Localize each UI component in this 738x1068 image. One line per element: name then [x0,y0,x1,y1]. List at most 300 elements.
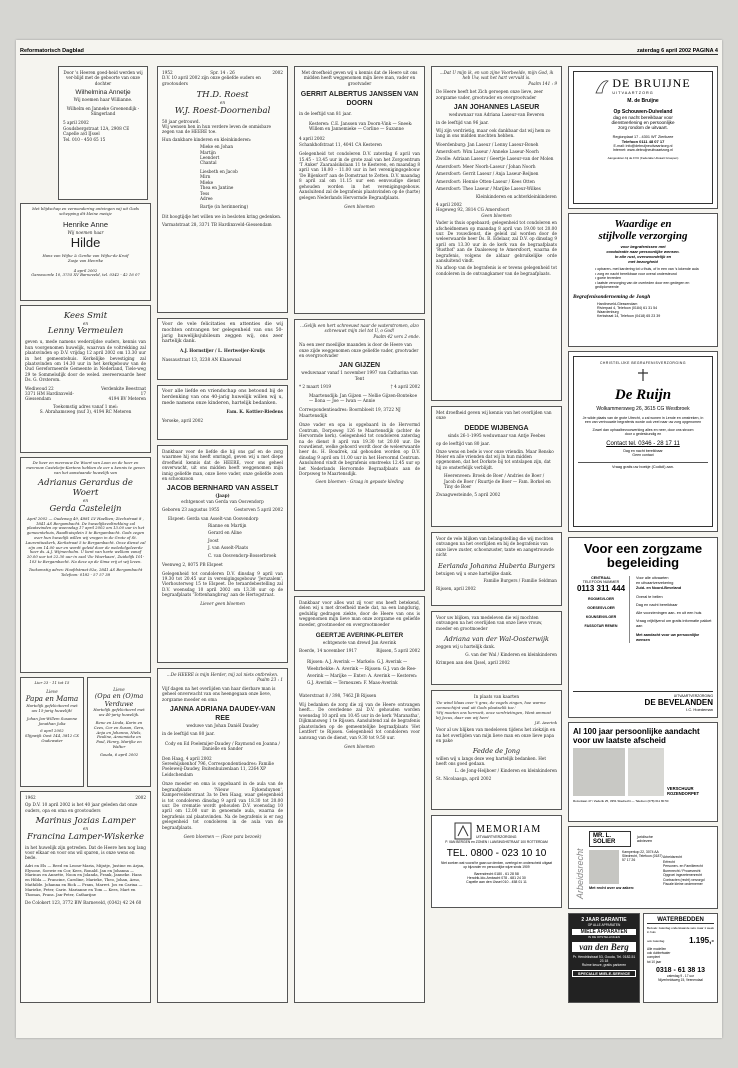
page-header [20,44,718,55]
address-right: Verdenkite Beestraat 17 [101,385,146,397]
footer-note: Geen bloemen [344,203,375,209]
headline-2: voor uw laatste afscheid [573,736,666,745]
body-text: Dankbaar voor de liefde die hij ons gaf en de zorg waarmee hij ons heeft omringd, geven wij u met diepe droefheid kennis dat de HEERE, voor ons geheel onverwacht, uit ons midden heeft weggenomen mijn innig geliefde man, onze lieve vader, onze geliefde zoon en schoonzoon [162,449,283,482]
arrangements: Gelegenheid tot condoleren D.V. dinsdag 9 april van 19.30 tot 20.45 uur in verenigingsgebouw 'Jeruzalem', Vierhouterweg 15 te Elspeet. De teraardebestelling zal D.V. woensdag 10 april 2002 om 13.30 uur op de begraafplaats 'Tottenhangbrug' aan de Hertogstraat. [162,570,283,598]
date: Gouda, 6 april 2002 [99,751,139,757]
child-name: Wilhelmina Annetje [75,89,131,97]
brand-name: DE BRUIJNE [612,76,691,90]
service-item: Alle voorzieningen aan- en uit een huis [636,611,702,616]
brand-sub: UITVAARTVERZORGING [476,834,517,839]
note: Ruime keuze, gratis parkeren [581,963,627,967]
tagline: dag en nacht bereikbaar voor [613,115,673,120]
address: Gansvoorde 10, 3755 XV Barneveld, tel. 0342 - 42 16 07 [31,272,140,278]
availability: Dag en nacht bereikbaar [623,449,663,453]
phone-label: CENTRAAL [591,576,611,580]
telephone: 0318 - 61 38 13 [655,966,706,974]
address: Correspondentieadres: Boornbloeit 19, 3722 NJ Maartensdijk [299,407,401,418]
brand-sub: IN DE OPSTELLINGEN [588,935,620,939]
body-text: Voor uw blijken, van medeleven die wij mochten ontvangen na het overlijden van onze lieve vrouw, moeder en grootmoeder [436,615,543,631]
and: en [219,100,226,106]
wedding-announcement-de-woert [20,457,151,673]
recipient-surname: Verduwe [104,700,134,709]
cross-icon [636,368,650,382]
obituary-gijzen [294,319,425,591]
telephone: Telefoon 0111 48 07 17 [621,139,665,144]
and: en [82,498,89,504]
address: Kamperkop 22, 3074 AA Sliedrecht, Telefoon (0187) 57 17 26 [622,850,663,862]
service-item: Dag en nacht bereikbaar [636,602,678,607]
body-text: Na een zeer moeilijke maanden is door de Heere van onze zijde weggenomen onze geliefde vader, grootvader en overgrootvader [299,342,419,359]
deceased-name: DEDDE WIJBENGA [464,424,529,432]
address: Waterstraat 8 / 398, 7462 JB Rijssen [299,692,377,698]
address: P. VAN BERGEN en ZONEN / LANSINGHSTRAAT 100 ROTTERDAM [445,840,548,844]
family-member: Joost [208,537,219,543]
location: Waardenburg [597,309,619,314]
wife-name: W.J. Roest-Doornenbal [174,105,271,116]
obituary-daudey [157,668,288,1003]
service-item: en uitvaartverzekering [636,581,674,586]
family: Maartensdijk: Jan Gijzen — Nellie Gijzen-Bontekoe — Ilona — Joe — Iwan — Annie [309,392,418,404]
recipient: Papa en Mama [25,695,79,704]
bible-ref: Psalm 23 : 1 [256,677,283,683]
arrangements: Wij bedanken de zorg die zij van de Heere ontvangen heeft... De overledene zal D.V. gehouden worden woensdag 10 april om 10.45 uur in de kerk 'Maranatha', Dijkmansweg 1 te Rijssen. Aansluitend zal de begrafenis plaatsvinden op de gemeentelijke begraafplaats 'Het Lentfert' te Rijssen. Gelegenheid tot condoleren voor aanvang van de dienst, van 9.30 tot 9.50 uur. [299,702,420,740]
family-member: Zwolle: Adriaan Laseur / Geertje Laseur-van der Molen [436,156,554,162]
service-item: Zuid- en Noord-Beveland [636,586,682,591]
brand-name: MEMORIAM [476,823,542,835]
service-item: Met aandacht voor uw persoonlijke wensen [636,632,700,642]
brand-name: MR. L. SOLIER [589,831,631,847]
practice-area: Burenrecht / Procesrecht [663,868,701,873]
obituary-averink [294,596,425,1003]
address: Kerkstraat 14, Telefoon (0418) 65 23 39 [597,313,661,318]
sibling: Zusje van Henrike [67,257,104,263]
price: 1.195,- [689,936,714,945]
bullet-item: • opbaren- met kardering tot u thuis, of in een van 's lokende aula [595,267,699,271]
child-item: Mirn [200,174,211,180]
feature: ook dubbelwater [647,951,671,956]
date: 6 april 2002 [40,728,64,734]
body-line: Bezoek: zaterdag onderstaande sets maar 1 week in huis [647,926,714,934]
ad-de-bruijne [568,66,718,209]
deceased-name: JAN JOHANNES LASEUR [453,104,540,112]
bullet-text: opbaren- met kardering tot u thuis, of in een van 's lokende aula [597,267,699,271]
website: Internet: www.debruijneuitvaartzorg.nl [612,148,674,152]
body-text: Voor al uw blijken van medeleven tijdens het ziekzijn en na het overlijden van mijn lieve man en onze lieve papa en pake [436,727,556,744]
wedding-announcement-smit [20,305,151,453]
brand-name: De Ruijn [614,387,672,403]
place-date: Krimpen aan den IJssel, april 2002 [436,660,510,666]
body-text: Voor de vele blijken van belangstelling die wij mochten ontvangen na het overlijden en bij de begrafenis van onze lieve zuster, schoonzuster, tante en aangetrouwde nicht [436,536,554,558]
family: Rijssen: A.J. Averink — Markelo: G.J. Averink — Weehrbekke: A. Averink — Rijssen: G.J. van de Ree-Averink — Marijke — Enter: A. Averink — Kesteren: G.J. Averink — Terneuzen: F. Maas-Averink [307,658,418,686]
bullet-text: goeie tevreden [597,276,622,281]
phone-label-2: TELEFOON NUMMER [582,580,620,584]
page-date: zaterdag 6 april 2002 PAGINA 4 [636,48,718,54]
wish-text: in het huwelijk zijn getreden. Dat de Heere hen nog lang voor elkaar en voor ons wil sparen, is onze wens en bede. [25,844,146,861]
died: † 4 april 2002 [390,384,420,390]
label: Lieve [46,688,58,694]
ad-solier [568,826,718,909]
guarantee: 2 JAAR GARANTIE [581,917,627,923]
membership: Aangesloten bij de FVU (Federatie Uitvaart Groepen) [607,156,679,160]
family-member: C. van Oosvendorp-Bosserbroek [208,552,277,558]
practice-area: Fiscale kleine ondernemer [663,882,703,886]
bible-quote: ...Dat U mijn ik, en van zijne Voorbeelde, mijn God, ik heb Uw, wat het hart vervuld is. [439,70,554,81]
children: Adri en Els — Reed en Leone-Maria, Mijntje, Justine en Arjan, Elysone, Soewie en Cor, Kees, Ronald. Jan en Johanna — Marinus en Annette, Noon en Jolanda, Frank, Janneke. Hans en Hilda — Francine, Caroline, Marieke, Theo, Johan, Arno, Mathilde. Johanna en Rick — Frans, Marret. Jos en Carina — Marieke, Peter, Carie. Marianne en Tom — Kees, Mart en Thomas, Frans. Jan-Peter, Catharijne [25,862,145,897]
age: op de leeftijd van 80 jaar. [436,441,490,447]
subline: condoleatie naar persoonlijke wensen. [606,249,680,254]
practice-area: Contracten (recht) verzorgd [663,877,705,882]
headline: Waardige en [614,218,672,230]
parents: Hans van Wijhe & Gerdie van Wijhe-de Kruif [42,253,129,258]
intro-text: De heer en mevrouw De Woert van Loon en de heer en mevrouw Casteleijn-Kartens hebben de eer u kennis te geven van het aanstaande huwelijk van [26,460,145,475]
obituary-wijbenga [431,406,562,527]
body-text: Op D.V. 10 april 2002 is het 40 jaar geleden dat onze ouders, opa en oma en grootouders [25,802,138,813]
ad-waterbedden [643,913,718,1003]
names: A.J. Hornstijer / L. Hertweijer-Kruijs [180,348,265,354]
bride-name: Lenny Vermeulen [47,326,124,337]
address: Rivierpad 4, Telefoon (0184) 61 31 54 [597,305,658,310]
service-item: Voor alle uitvaarten [636,576,669,580]
family-member: Amersfoort: Theo Laseur / Marijke Laseur-Wilkes [436,186,541,192]
born: * 2 maart 1919 [299,384,332,390]
headline-2: begeleiding [606,555,680,570]
message: Hartelijk gefeliciteerd met uw 15-jarig huwelijk! [26,703,78,713]
nickname: (Jaap) [215,493,230,499]
special: SPECIALE MIELE-SERVICE [572,970,636,977]
died: Gestorven 5 april 2002 [234,507,283,513]
spouse: echtgenote van drewd Jan Averink [322,640,397,646]
bible-quote: ...De HEERE is mijn Herder, mij zal niets ontbreken. [166,672,279,677]
child-item: Tess [200,190,210,196]
future-address: S. Abrahamsweg (nuf 3), 4194 RC Meteren [39,409,132,415]
child-item: Mieke [200,179,214,185]
spouse: weduwnaar vanaf 1 november 1997 van Catharina van Tent [301,370,418,381]
family-member: J. van Asselt-Plaats [208,545,249,551]
born: Boerde, 14 november 1917 [299,648,357,654]
arrangements: Onze moeder en oma is opgebaard in de aula van de begraafplaats 'Nieuw Eykenduynen', Kampervelderstraat 3a te Den Haag, waar gelegenheid is tot condoleren dinsdag 9 april van 18.30 tot 20.00 uur. De crematie wordt gehouden D.V. woensdag 10 april om 12.00 uur in genoemde aula, waarna de begrafenis zal plaatsvinden. Na de begrafenis is er nog gelegenheid tot condoleren in de aula van de begraafplaats. [162,781,283,830]
subline: voor begrafenissen met [620,244,666,249]
child-item: Bartje (in herinnering) [200,204,249,210]
family: Heerenveen: Broek de Boer / Andries de Boer / Jacob de Boer / Ruurtje de Boer — Fam. Borkel en Tiny de Boer [444,473,551,490]
feature: Alle modellen [647,947,667,951]
tagline-2: op bijzonder en persoonlijke wijze sinds 1909 [463,865,530,869]
thanks-kottier [157,385,288,440]
location: Hendrik-Ido-Ambacht 078 - 681 24 30 [467,876,526,880]
and: en [82,826,89,832]
deceased-name: JANNA ADRIANA DAUDEY-VAN REE [169,706,276,723]
nickname: Wij noemen haar Willianne. [73,97,133,103]
deceased-name: JACOB BERNHARD VAN ASSELT [166,485,279,493]
family-member: Rianne en Martijn [208,523,247,529]
deceased-name: Eerlanda Johanna Huberta Burgers [438,561,555,570]
children: Johan Jan-Willem Susanne Jonathan Julia [26,715,78,726]
poem-author: J.E. Averink [534,719,557,725]
shop-name: van den Berg [572,942,636,952]
body-line: een van vertrouwde begrafenis worde ook veel naar uw zorg opgenomen [584,420,702,424]
title: In plaats van kaarten [473,694,520,699]
practice-area: Personen- en Familierecht [663,864,703,868]
gratitude-text: Wij zijn verdrietig, maar ook dankbaar dat wij hem zo lang in ons midden mochten hebben. [436,127,551,139]
thanks-hornstijer [157,318,288,380]
date: 4 april 2002 [73,267,98,273]
body-text: geven u, mede namens wederzijdse ouders, kennis van hun voorgenomen huwelijk, waarvan de voltrekking zal plaatsvinden op D.V. vrijdag 12 april 2002 om 13.30 uur in het gemeentehuis. Kerkelijke bevestiging zal plaatsvinden om 14.30 uur in het kerkgebouw van de Oud Gereformeerde Gemeente in Nederland, Tiele-weg 29 te Sommelsdijk door de weled. zeereerwaarde heer Ds. G. Orsterom. [25,339,146,383]
body-text: Vijf dagen na het overlijden van haar dierbare man is geheel onverwacht van ons heengegaan onze lieve, zorgzame moeder en oma [162,685,276,702]
poem: 'De wind blaas over 't gras, de vogels zingen, hoe warme zonneschijnt vaal uit Gods plaatselik toe.' [436,700,546,711]
address: Rozenlaan 47 / Zederik 25, 3351 Sliedrecht — Telefoon (078) 611 80 50 [573,799,669,803]
body-line: door u gedeskundig en [624,432,662,436]
wife-name: Francina Lamper-Wiskerke [26,831,145,842]
address: Nijverheidsweg 15, Veenendaal [658,977,703,982]
tagline: dienstverlening en persoonlijke [611,120,675,125]
body-text: Met droefheid geven wij kennis van het overlijden van onze [436,410,552,421]
child-name: Henrike Anne [62,219,109,229]
footer-note: Geen bloemen - Graag in gepaste kleding [315,479,404,485]
address: Slijpwijk Oost 144, 3812 CX Oudewater [25,733,80,743]
address: Sereehijskenhof 796, Correspondentieadres: Familie Poeleweij-Daudey, Buitenhuizenlaan 11, 2264 XP Leidschendam [162,761,274,777]
husband-name: Marinus Jozias Lamper [35,816,136,827]
future-label: Toekomstig adres vanaf 1 mei: [53,403,118,409]
children-intro: Hun dankbare kinderen en kleinkinderen: [162,136,252,142]
thanks-van-der-wal [431,611,562,685]
arrangements: Onze vader en opa is opgebaard in de Hervormd Centrum, Dorpsweg 126 te Maartensdijk (achter de Hervormde kerk). Gelegenheid tot condoleren zaterdag na de dienst 8 april van 19.30 tot 20.00 uur. De rouwdienst, welke gehoord wordt door de weleerwaarde heer ds. H. Boudrek, zal gehouden worden op D.V. dinsdag 9 april om 11.00 uur in het Hervormd Centrum. Aansluitend vindt de begrafenis omstreeks 12.45 uur op het Nederlands Hervormde Begraafplaats aan de Dorpsweg te Maartensdijk. [299,422,420,476]
feature: compleet [647,955,660,960]
nickname-intro: Wij noemen haar [67,229,104,235]
body-text: Met droefheid geven wij u kennis dat de Heere uit ons midden heeft weggenomen mijn lieve man, vader en grootvader [301,70,418,86]
top-label: CHRISTELIJKE BEGRAFENISVERZORGING [599,361,687,365]
tagline: Op Schouwen-Duiveland [613,109,673,115]
owner: M. de Bruijne [627,98,659,104]
family: L. de Jong-Heijboer / Kinderen en kleinkinderen [454,768,557,774]
bullet-item: • laatste verzorging van de overleden door een gedegen en gediplomeerde [595,280,690,290]
footer-note: Geen bloemen [344,743,375,749]
bullet-item: • zorg en nacht bereikbaar voor overal ondersteund [595,271,677,276]
date: Den Haag, 4 april 2002 [162,755,212,761]
child-item: Chantal [200,160,217,166]
husband-name: TH.D. Roest [196,90,249,101]
thanks-text: willen wij u langs deze weg hartelijk bedanken. Het heeft ons goed gedaan. [436,755,547,767]
deceased-name: Fedde de Jong [472,746,521,755]
location: ROOMSVLOER [588,597,614,601]
building-photo [573,748,625,796]
deceased-name: GERRIT ALBERTUS JANSSEN VAN DOORN [300,91,419,108]
body-text: Voor alle liefde en vriendschap ons betoond bij de herdenking van ons 40-jarig huwelijk willen wij u, mede namens onze kinderen, hartelijk bedanken. [162,389,283,406]
headline: Voor een zorgzame [583,541,703,556]
family: Kesteren: C.E. Janssen van Doorn-Vink — Sneek: Willem en Jannemieke — Corline — Suzanne [309,120,413,132]
practice-area: Erfrecht [663,859,675,864]
memoriam-logo-icon [454,822,472,840]
deceased-name: JAN GIJZEN [338,362,381,370]
family: Cody en Ed Poelemijer-Daudey / Raymond en Joanna / Danielle en Sander [165,740,280,752]
headline: Al 100 jaar persoonlijke aandacht [573,727,700,736]
obituary-janssen-van-doorn [294,66,425,314]
birth-announcement-wilhelmina [58,66,148,200]
child-item: Leendert [200,155,220,161]
intro-text: Met blijdschap en verwondering ontvingen wij uit Gods schepping dit kleine meisje [32,206,139,216]
body-text: April 2002 — Oudeweg 49, 4881 LV Haelben; Ziechstraat 8 , 1841 AS Bergambacht. De huwelijksvoltrekking zal plaatsvinden op woensdag 17 april 2002 om 13.00 uur in het gemeentehuis, Raadhuisplein 5 te Bergambacht. Gods zegen over hun huwelijk willen wij vragen in de Grote of St. Laurentiuskerk, Kerkstraat 5 te Bergambacht. Onze dienst zal zijn om 14.00 uur en wordt geleid door de weledelgeleerde heer ds. A.J. Wijmenholm. U bent van harte welkom vanaf 20.00 uur tot 22.30 uur in zaal 'De Woerkaan', Zuidelijk 101-103 te Bergambacht. Na deze op de Sima vrij et wij leven. [25,515,146,564]
bible-quote: ...Gelijk een hert schreeuwt naar de waterstromen, alzo schreeuwt mijn ziel tot U, o God! [300,323,419,334]
anniversary-roest [157,66,288,313]
bible-ref: Psalm 42 vers 2 ende. [373,333,420,339]
poem-continued: 'Wij moeten ons herroeit, onze verdrietingen, Want ammost bij Jezus, daar van wij hem' [436,710,551,720]
year-end: 2002 [135,795,146,800]
service-item: Overal te bellen [636,594,663,599]
intro: Met recht over uw zaken: [589,886,635,890]
brand: MIELE APPARATEN [572,929,636,935]
arrangements: Vader is thuis opgebaard; gelegenheid tot condoleren en afscheidnemen op maandag 8 april van 19.00 tot 20.00 uur. De rouwdienst, die geleid zal worden door de weleerwaarde heer Ds. B. Edelaar, zal D.V. op dinsdag 9 april om 13.30 uur in de kerk van de begraafplaats 'Rusthof' aan de Daalseweg te Amersfoort, waarna de begrafenis, volgens de aldaar gebruikelijke orde aansluitend vindt. [436,220,557,263]
deceased-name: GEERTJE AVERINK-PLEITER [315,632,404,640]
tagline: zorg rondom de uitvaart. [618,125,668,130]
address: Hogeweg 92, 3814 CG Amersfoort [436,207,510,213]
child-item: Thea en Jantine [200,185,234,191]
thanks-de-jong [431,690,562,810]
family-member: Amersfoort: Wim Laseur / Anneke Laseur-Noorh [436,149,539,155]
label: Lieve [113,687,125,692]
message: Hartelijk gefeliciteerd met uw 40-jarig huwelijk. [93,707,145,718]
location: Barendrecht 0180 - 61 28 58 [474,872,519,876]
bullet-text: zorg en nacht bereikbaar voor overal ondersteund [597,271,677,276]
bible-ref: Spr. 14 : 26 [210,70,235,75]
footer-note: Geen bloemen [481,212,512,218]
location: Capelle aan den IJssel 010 - 458 01 11 [466,880,527,884]
family: G. van der Wal / Kinderen en kleinkinderen [465,651,557,657]
ad-memoriam [431,815,562,908]
children: Rene en Linda, Karin en Cees, Cor en Susan, Gera, Anja en Johanna, Niels, Pauline, Annemieke en Paul, Henry, Marijke en Walter [93,720,145,749]
year-start: 1962 [25,795,36,800]
brand-sub: juridische adviezen [636,835,653,843]
family-member: Woerdenburg: Jan Laseur / Lenny Laseur-Boneh [436,141,539,147]
telephone: Contact tel. 0346 - 28 17 11 [606,441,680,447]
feature: tot 10 jaar [647,959,662,964]
groom-name: Kees Smit [63,311,108,321]
brand-name: DE BEVELANDEN [644,698,713,707]
address: Pr. Hendrikstraat 53, Gouda, Tel. 0182-51 23 18 [572,955,636,963]
bullet-text: laatste verzorging van de overleden door een gedegen en gediplomeerde [595,280,690,290]
family-member: Amersfoort: Hennie Otten-Laseur / Kees Otten [436,178,535,184]
email: E-mail: info@debruijneuitvaartzorg.nl [613,144,673,148]
child-item: Mieke en Johan [200,144,234,150]
date: 4 april 2002 [436,201,462,207]
brand-owner: I.C. Hoedeman [686,707,713,712]
thanks-text: betuigen wij u onze hartelijke dank. [436,570,513,576]
ad-de-jongh [568,213,718,347]
and: en [82,321,89,326]
obituary-van-asselt [157,445,288,663]
wish-text: Wij wensen hen in hun verdere leven de onmisbare zegen van de HEERE toe. [162,124,271,135]
family-member: Elspeet: Gerda van Asselt-van Oosvendorp [168,515,259,521]
date: 4 april 2002 [299,136,325,142]
top-line: Lier 23 - 11 tot 15 [34,680,70,685]
city-right: 4194 BV Meteren [108,396,146,402]
child-item: Adree [200,195,213,201]
parents: Wilhelm en Janneke Groenendijk - Slingerland [66,105,140,117]
newspaper-page [16,40,722,1038]
practice-area: Arbeidsrecht [663,855,683,859]
closing-text: Dit hoogtijdje het willen we in besloten kring gedenken. [162,213,282,219]
address: Varmatstraat 28, 3371 TB Hardinxveld-Giessendam [162,222,272,228]
nickname: Hilde [70,235,101,250]
thanks-text: zeggen wij u hartelijk dank. [436,644,496,650]
thanks-burgers [431,532,562,606]
location: GOESESVLOER [587,606,615,610]
body-text: De Heere heeft het Zich geroepen onze lieve, zeer zorgzame vader, grootvader en overgrootvader [436,89,544,100]
telephone: 0113 311 444 [576,584,626,593]
newspaper-name: Reformatorisch Dagblad [20,48,84,54]
place-date: St. Nicolaasga, april 2002 [436,775,492,781]
tagline: Niet zoeken wat vooraf te gaan uw denken, overlegd en onderscheid uitgaat [440,861,553,865]
body-line: Zowel dan ophaalbevoorwerking alles en neer, door ons stroom [592,428,694,432]
address: Regionplaat 17 - 4301 WT Zierikzee [612,135,674,139]
bride-name: Gerda Casteleijn [49,503,122,514]
family-member: Amersfoort: Gerrit Laseur / Anja Laseur-Reijnen [436,171,539,177]
born: Geboren 23 augustus 1955 [162,507,220,513]
ad-de-ruijn [568,351,718,532]
address: Schankhofstraat 11, 4041 CA Kesteren [299,141,382,147]
guarantee-sub: OP ALLE APPARATEN [587,923,621,927]
opening-hours: zaterdag 9 - 17 uur [667,973,694,978]
date: Zwaagwesteinde, 5 april 2002 [436,492,501,498]
died: Rijssen, 5 april 2002 [376,648,420,654]
address: Veenweg 2, 8075 PB Elspeet [162,562,223,568]
spouse: weduwe van Johan Daniël Daudey [186,723,259,729]
obituary-laseur [431,66,562,401]
child-item: Liesbeth en Jacob [200,168,238,174]
age: in de leeftijd van 96 jaar. [436,120,489,126]
names: Fam. K. Kottier-Riedens [226,409,283,415]
portrait-photo [589,850,619,884]
address: De Colokert 123, 3772 BW Barneveld, (0342) 42 24 60 [25,900,142,906]
family-member: Kleinkinderen en achterkleinkinderen [476,193,557,199]
spouse: sinds 26-1-1995 weduwnaar van Antje Feebes [447,432,546,438]
footer: Vraag gratis uw boekje (Codicil) aan. [578,462,708,469]
city-left: 3371 HM Hardinxveld-Giessendam [25,391,74,402]
ad-van-den-berg [568,913,640,1003]
address-left: Wediwoud 22 [25,385,54,391]
body-line: Je wilde plaats van de grote Utrecht, u zal wonen in Lende en omstreken, in [582,416,704,420]
bible-ref: Psalm 141 : 9 [528,80,557,86]
service-item: Vraag vrijblijvend om gratis informatie pakket aan [636,619,712,629]
birth-announcement-hilde [20,203,151,301]
gratitude-text: Onze wens en bede is voor onze vriendin. Maar Rensko Meier en alle vrienden dat wij in hun midden opgenomen, dat het Dorkste bij tot ontslapen zijn, dat hij zo onsterfelijk verblijdt. [436,448,554,470]
anniversary-opa-oma [87,677,151,787]
telephone: Telefoon: 0182 - 57 57 38 [60,571,111,577]
body-text: Voor de vele felicitaties en attenties die wij mochten ontvangen ter gelegenheid van ons 50-jarig huwelijksjubileum zeggen wij, ons zeer hartelijk dank. [162,322,283,345]
body-line: ook zaterdag [647,938,665,943]
intro-text: Door 's Heeren goed-heid werden wij ver-blijd met de geboorte van onze dochter [63,70,143,86]
interior-photo [628,748,664,796]
recipient: (Opa en (O)ma [94,692,144,701]
brand-sub: UITVAARTVERZORGING [673,694,713,698]
place-date: Yerseke, april 2002 [162,417,204,423]
subline: met bezorgheid [628,259,658,264]
years-married: 50 jaar getrouwd. [162,118,200,124]
deceased-name: Adriana van der Wal-Oosterwijk [443,635,550,644]
subline: In alle rust, overwoordelijk en [614,254,672,259]
bullet-item: • goeie tevreden [595,276,622,281]
future-address: Toekomstig adres: Hoofdstraat 82a, 2841 AS Bergambacht [28,566,143,572]
child-item: Martijn [200,149,216,155]
family-member: Amersfoort: Meer Noorh-Laseur / Johan Noorh [436,163,536,169]
location: Hardinxveld-Giessendam [597,301,638,306]
address: Nassaustraat 13, 3238 AN Klaaswaal [162,356,242,362]
company-name: Begrafenisonderneming de Jongh [573,293,651,300]
groom-name: Adrianus Gerardus de Woert [38,478,133,499]
ad-hoedeman [568,537,718,718]
spouse: echtgenoot van Gerda van Oosvendorp [181,498,264,504]
anniversary-lamper [20,791,151,1003]
brand-sub: UITVAARTZORG [612,91,654,95]
location: FASSOTAR RENEN [584,624,618,628]
telephone: Tel. 010 - 450 65 15 [63,136,106,142]
